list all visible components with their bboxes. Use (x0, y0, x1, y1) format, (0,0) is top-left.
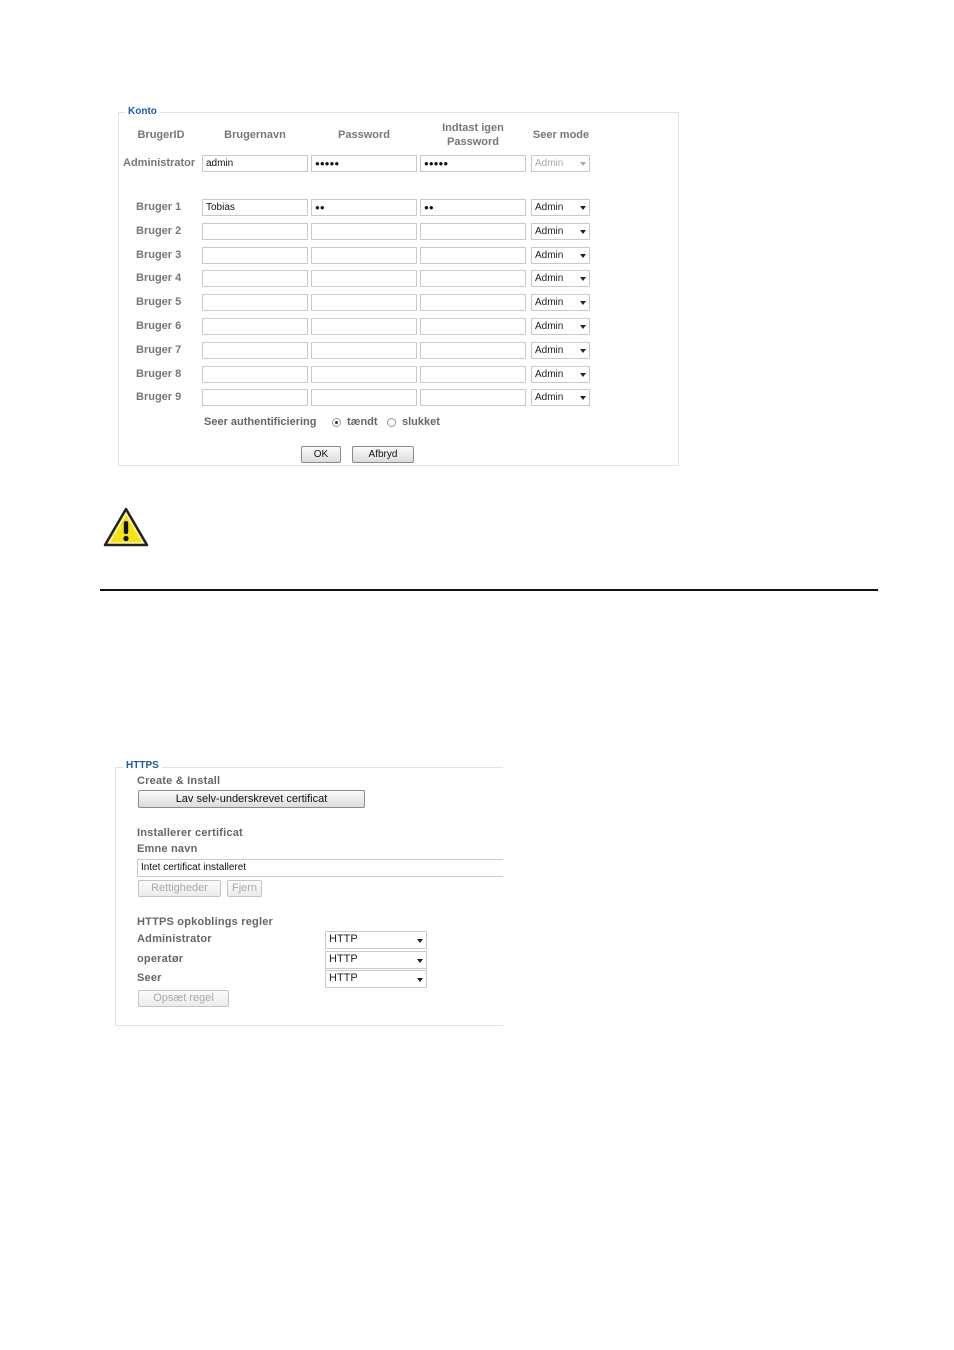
user-password-field[interactable] (311, 318, 417, 335)
user-username-field[interactable] (202, 223, 308, 240)
user-mode-select[interactable] (531, 199, 590, 216)
user-mode-select[interactable] (531, 389, 590, 406)
rule-protocol-select[interactable] (325, 931, 427, 949)
header-retype-2: Password (447, 136, 499, 148)
user-password-field[interactable]: ●● (311, 199, 417, 216)
user-retype-password-field[interactable]: ●● (420, 199, 526, 216)
rule-label: operatør (137, 952, 184, 965)
user-row-label: Bruger 7 (136, 343, 182, 356)
subject-name-label: Emne navn (137, 843, 198, 855)
chevron-down-icon (580, 396, 586, 400)
user-password-field[interactable] (311, 270, 417, 287)
header-retype-1: Indtast igen (442, 122, 504, 134)
user-mode-select[interactable] (531, 223, 590, 240)
auth-off-radio[interactable] (387, 418, 396, 427)
user-row-label: Bruger 5 (136, 296, 182, 309)
user-password-field[interactable] (311, 389, 417, 406)
admin-password-field[interactable]: ●●●●● (311, 155, 417, 172)
install-certificate-heading: Installerer certificat (137, 827, 243, 839)
rule-protocol-select[interactable] (325, 970, 427, 988)
warning-triangle-icon (103, 507, 149, 548)
user-mode-select[interactable] (531, 247, 590, 264)
user-retype-password-field[interactable] (420, 318, 526, 335)
user-username-field[interactable] (202, 294, 308, 311)
user-mode-select[interactable] (531, 318, 590, 335)
rule-protocol-value: HTTP (329, 972, 358, 984)
user-mode-select[interactable] (531, 270, 590, 287)
https-legend: HTTPS (123, 760, 162, 771)
chevron-down-icon (580, 254, 586, 258)
chevron-down-icon (580, 373, 586, 377)
chevron-down-icon (580, 325, 586, 329)
user-row-label: Bruger 1 (136, 201, 182, 213)
user-row-label: Bruger 4 (136, 272, 182, 285)
ok-button[interactable]: OK (301, 446, 341, 463)
user-password-field[interactable] (311, 342, 417, 359)
user-username-field[interactable] (202, 318, 308, 335)
user-row-label: Bruger 2 (136, 224, 182, 237)
user-mode-select[interactable] (531, 294, 590, 311)
user-password-field[interactable] (311, 294, 417, 311)
rule-protocol-value: HTTP (329, 952, 358, 965)
user-retype-password-field[interactable] (420, 223, 526, 240)
chevron-down-icon (580, 206, 586, 210)
properties-button[interactable]: Rettigheder (138, 880, 221, 897)
chevron-down-icon (580, 349, 586, 353)
user-retype-password-field[interactable] (420, 389, 526, 406)
auth-label: Seer authentificiering (204, 416, 317, 428)
user-mode-value: Admin (535, 392, 564, 404)
user-mode-value: Admin (535, 225, 564, 237)
user-username-field[interactable] (202, 342, 308, 359)
rule-protocol-value: HTTP (329, 933, 358, 945)
chevron-down-icon (580, 162, 586, 166)
user-username-field[interactable] (202, 389, 308, 406)
chevron-down-icon (417, 939, 423, 943)
user-retype-password-field[interactable] (420, 342, 526, 359)
admin-row-label: Administrator (123, 157, 196, 169)
user-mode-value: Admin (535, 368, 564, 380)
chevron-down-icon (417, 959, 423, 963)
header-seer-mode: Seer mode (532, 129, 590, 141)
rule-label: Seer (137, 972, 162, 984)
chevron-down-icon (580, 277, 586, 281)
auth-on-label: tændt (347, 416, 378, 428)
rules-heading: HTTPS opkoblings regler (137, 916, 274, 928)
header-brugernavn: Brugernavn (224, 129, 286, 141)
user-username-field[interactable] (202, 366, 308, 383)
user-row-label: Bruger 6 (136, 320, 182, 332)
user-mode-value: Admin (535, 249, 564, 261)
user-username-field[interactable]: Tobias (202, 199, 308, 216)
section-divider (100, 589, 878, 591)
user-mode-value: Admin (535, 344, 564, 356)
chevron-down-icon (417, 978, 423, 982)
admin-retype-password-field[interactable]: ●●●●● (420, 155, 526, 172)
setup-rule-button[interactable]: Opsæt regel (138, 990, 229, 1007)
user-retype-password-field[interactable] (420, 270, 526, 287)
remove-button[interactable]: Fjern (227, 880, 262, 897)
user-mode-value: Admin (535, 202, 564, 213)
admin-username-field[interactable]: admin (202, 155, 308, 172)
chevron-down-icon (580, 301, 586, 305)
user-mode-value: Admin (535, 321, 564, 332)
create-certificate-button[interactable]: Lav selv-underskrevet certificat (138, 790, 365, 808)
user-retype-password-field[interactable] (420, 247, 526, 264)
user-row-label: Bruger 9 (136, 391, 182, 404)
auth-on-radio[interactable] (332, 418, 341, 427)
rule-protocol-select[interactable] (325, 951, 427, 969)
user-row-label: Bruger 3 (136, 248, 182, 261)
user-mode-value: Admin (535, 297, 564, 309)
user-retype-password-field[interactable] (420, 366, 526, 383)
header-password: Password (338, 129, 390, 141)
user-mode-value: Admin (535, 273, 564, 285)
auth-off-label: slukket (402, 416, 440, 428)
user-password-field[interactable] (311, 247, 417, 264)
admin-mode-value: Admin (535, 158, 564, 169)
user-retype-password-field[interactable] (420, 294, 526, 311)
user-mode-select[interactable] (531, 342, 590, 359)
chevron-down-icon (580, 230, 586, 234)
user-username-field[interactable] (202, 247, 308, 264)
konto-legend: Konto (125, 106, 160, 117)
user-password-field[interactable] (311, 223, 417, 240)
user-row-label: Bruger 8 (136, 367, 182, 380)
create-install-heading: Create & Install (137, 775, 221, 787)
admin-mode-select (531, 155, 590, 172)
user-username-field[interactable] (202, 270, 308, 287)
header-bruger-id: BrugerID (137, 129, 185, 141)
user-mode-select[interactable] (531, 366, 590, 383)
rule-label: Administrator (137, 933, 212, 945)
subject-name-field: Intet certificat installeret (137, 859, 503, 877)
user-password-field[interactable] (311, 366, 417, 383)
cancel-button[interactable]: Afbryd (352, 446, 414, 463)
